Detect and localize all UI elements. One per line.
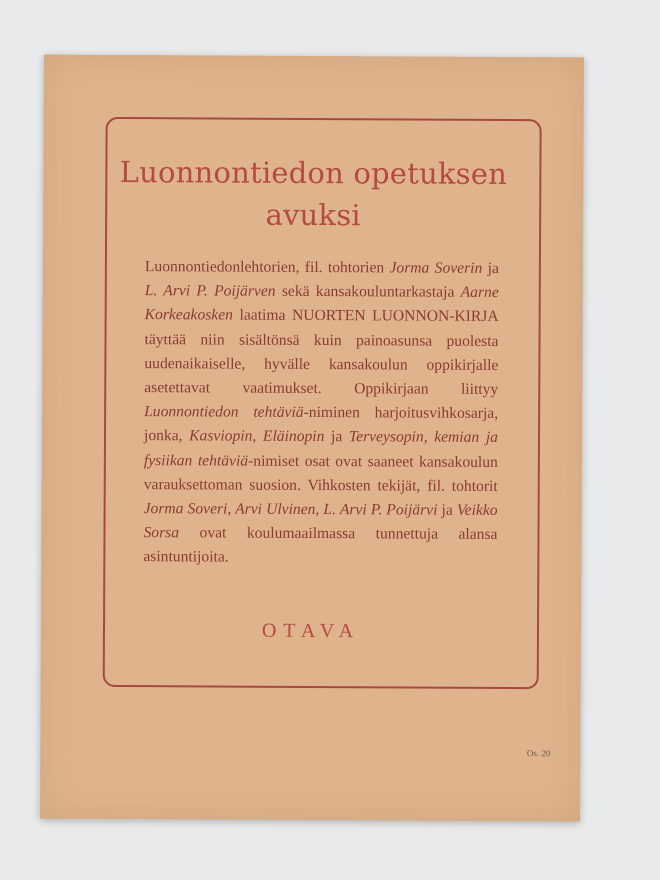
- text-run: -nimiset osat ovat saaneet kansakoulun varauksettoman suosion. Vihkosten tekijät, fil. tohtorit: [143, 452, 498, 495]
- italic-name-run: Aarne Korkeakosken: [144, 283, 499, 324]
- text-run: -niminen harjoitusvihkosarja, jonka,: [143, 404, 499, 445]
- text-run: Luonnontiedonlehtorien, fil. tohtorien: [144, 258, 390, 277]
- text-run: ja: [482, 259, 499, 277]
- text-run: laatima NUORTEN LUONNON-KIRJA täyttää niin sisältönsä kuin painoasunsa puolesta uudenaikaiselle, hyvälle kansakoulun oppikirjalle asetettavat vaatimukset. Oppikirjaan liittyy: [144, 306, 499, 398]
- italic-name-run: Jorma Soverin: [389, 259, 483, 277]
- italic-name-run: Terveysopin, kemian ja fysiikan tehtäviä: [143, 428, 499, 470]
- booklet-back-cover: [40, 55, 584, 822]
- italic-name-run: Veikko Sorsa: [143, 501, 498, 542]
- text-run: ovat koulumaailmassa tunnettuja alansa asintuntijoita.: [143, 524, 498, 567]
- title-line-2: avuksi: [265, 197, 361, 233]
- italic-name-run: Kasviopin, Eläinopin: [189, 427, 325, 446]
- italic-name-run: L. Arvi P. Poijärven: [144, 282, 276, 301]
- italic-name-run: Luonnontiedon tehtäviä: [144, 403, 304, 422]
- text-run: sekä kansakouluntarkastaja: [275, 283, 461, 301]
- text-run: ja: [437, 501, 457, 519]
- title-line-1: Luonnontiedon opetuksen: [119, 154, 508, 192]
- publisher-name: OTAVA: [261, 619, 361, 643]
- catalog-code: Os. 20: [526, 748, 551, 759]
- text-run: ja: [324, 428, 349, 446]
- italic-name-run: Jorma Soveri, Arvi Ulvinen, L. Arvi P. Poijärvi: [143, 500, 438, 519]
- description-paragraph: [143, 255, 499, 571]
- cover-title: [43, 151, 583, 238]
